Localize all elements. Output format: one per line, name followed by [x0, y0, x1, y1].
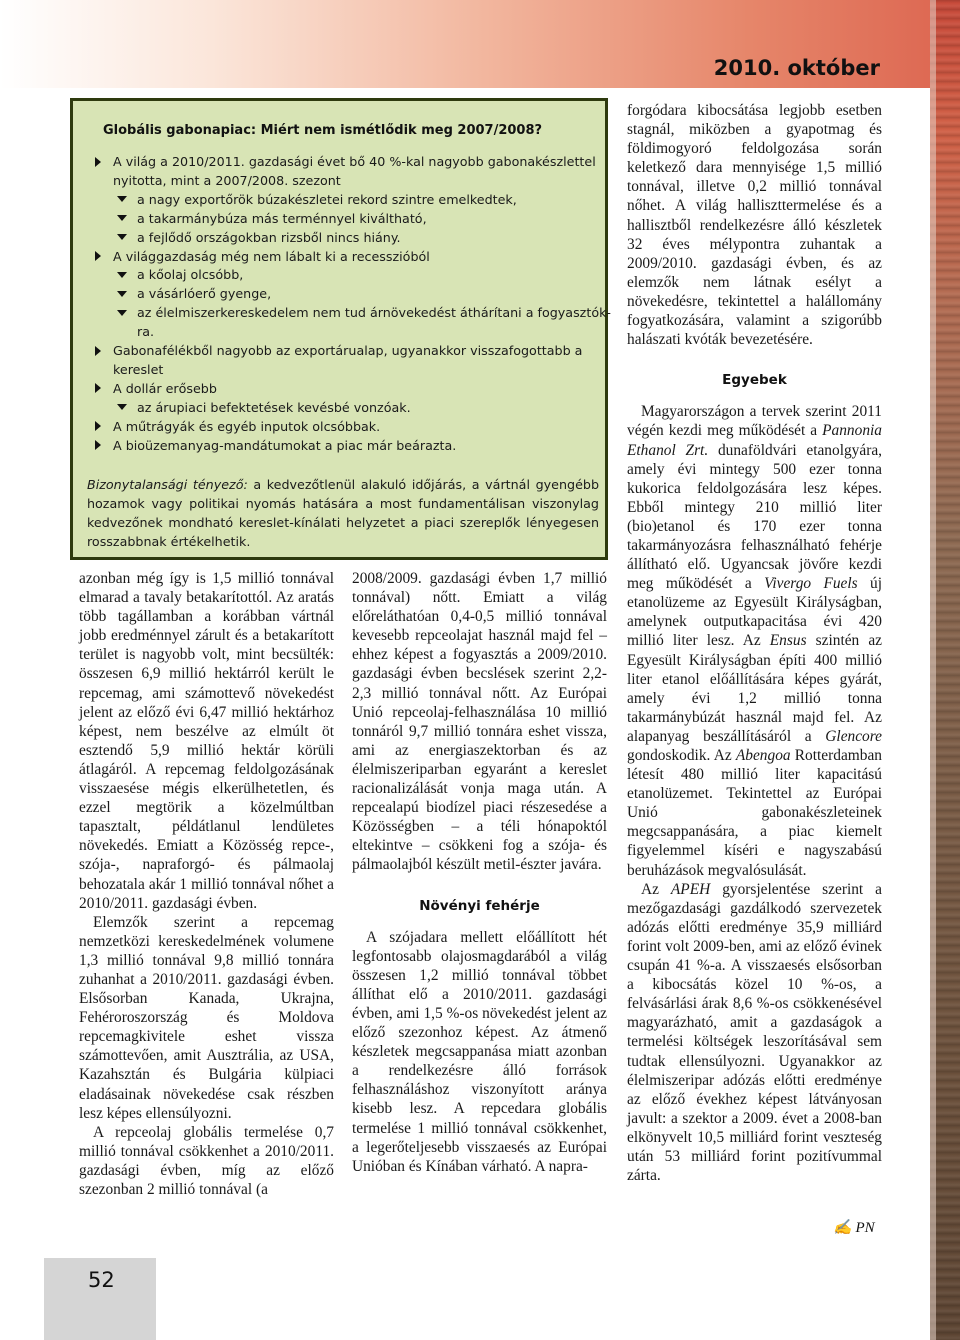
text-span: szintén az Egyesült Királyságban építi 400 millió liter etanol előállítására képes gyárát, amely évi 1,2 millió tonna takarmánybúzát használ majd fel. Az alapanyag beszállításáról a — [627, 632, 882, 745]
section-heading-noveny: Növényi fehérje — [419, 897, 540, 914]
text-span: gyorsjelentése szerint a mezőgazdasági gazdálkodó szervezetek adózás előtti eredménye 35,9 milliárd forint volt 2009-ben, ami az előző évinek csupán 41 %-a. A visszaesés elsősorban a kibocsátás közel 10 %-os, a felvásárlási árak 8,6 %-os csökkenésével magyarázható, amit a gazdaságok a termelési költségek leszorításával sem tudtak ellensúlyozni. Ugyanakkor az élelmiszeripar adózás előtti eredménye az előző évekhez képest látványosan javult: a szektor a 2009. évet a 2008-ban elkönyvelt 10,5 milliárd forint veszteség után 53 milliárd forint pozitívummal zárta. — [627, 880, 882, 1185]
box-bullet-text: az árupiaci befektetések kevésbé vonzóak. — [137, 399, 411, 415]
summary-box — [70, 98, 612, 560]
company-name: Ensus — [769, 632, 807, 650]
box-bullet-text: Gabonafélékből nagyobb az exportárualap, ugyanakkor visszafogottabb a — [113, 343, 583, 358]
triangle-right-icon — [95, 421, 101, 431]
box-bullet — [95, 153, 596, 171]
triangle-down-icon — [117, 404, 127, 410]
col3-paragraph: forgódara kibocsátása legjobb esetben stagnál, miközben a gyapotmag és földimogyoró feldolgozása során keletkező dara mennyisége 1,5 millió tonnával, illetve 0,2 millió tonnával nőhet. A világ halliszttermelése és a hallisztből rendelkezésre álló készletek 32 éves mélypontra zuhantak a 2009/2010. gazdasági évben, és az elemzők nem látnak esélyt a növekedésre, tekintettel a halállomány fogyatkozására, valamint a szigorúbb halászati kvóták bevezetésére. — [627, 102, 882, 349]
author-credit — [833, 1218, 875, 1237]
box-bullet-text: a nagy exportőrök búzakészletei rekord szintre emelkedtek, — [137, 191, 517, 207]
triangle-right-icon — [95, 383, 101, 393]
box-subbullet — [117, 285, 271, 303]
col1-paragraph: Elemzők szerint a repcemag nemzetközi kereskedelmének volumene 1,3 millió tonnával 9,8 millió tonnára zuhanhat a 2010/2011. gazdasági évben. Elsősorban Kanada, Ukrajna, Fehéroroszország és Moldova repcemagkivitele eshet vissza számottevően, amit Ausztrália, az USA, Kazahsztán és Bulgária külpiaci eladásainak növekedése csak részben lesz képes ellensúlyozni. — [79, 913, 334, 1122]
field-photo-strip — [930, 0, 960, 1340]
box-bullet-text: A dollár erősebb — [113, 380, 217, 396]
col2-paragraph: 2008/2009. gazdasági évben 1,7 millió tonnával) nőtt. Emiatt a világ előreláthatóan 0,4-0,5 millió tonnával kevesebb repceolajat használ majd fel – ehhez képest a fogyasztás a 2009/2010. gazdasági évben becslések szerint 2,2-2,3 millió tonnával nőtt. Az Európai Unió repceolaj-felhasználása 10 millió tonnáról 9,7 millió tonnára eshet vissza, ami az energiaszektorban és az élelmiszeriparban egyaránt a kereslet racionalizálását vonja maga után. A repcealapú biodízel piaci részesedése a Közösségben – a téli hónapoktól eltekintve – csökkeni fog a szója- és pálmaolajból készült metil-észter javára. — [352, 570, 607, 874]
triangle-down-icon — [117, 291, 127, 297]
triangle-down-icon — [117, 196, 127, 202]
col2-paragraph: A szójadara mellett előállított hét legfontosabb olajosmagdarából a világ összesen 1,2 millió tonnával többet állíthat elő a 2010/2011. gazdasági évben, ami 1,5 %-os növekedést jelent az előző szezonhoz képest. Az átmenő készletek megcsappanása miatt azonban a rendelkezésre álló források felhasználáshoz viszonyított aránya kisebb lesz. A repcedara globális termelése 1 millió tonnával csökkenhet, a legerőteljesebb visszaesés az Európai Unióban és Kínában várható. A napra- — [352, 928, 607, 1175]
box-bullet-text: a kőolaj olcsóbb, — [137, 267, 244, 283]
box-bullet-text: a vásárlóerő gyenge, — [137, 286, 272, 302]
box-paragraph — [87, 475, 599, 551]
triangle-right-icon — [95, 440, 101, 450]
box-para-label: Bizonytalansági tényező: — [87, 477, 248, 492]
box-title: Globális gabonapiac: Miért nem ismétlődik meg 2007/2008? — [103, 123, 543, 138]
pen-icon: ✍ — [833, 1220, 852, 1236]
box-bullet — [95, 380, 217, 398]
box-bullet-text: nyitotta, mint a 2007/2008. szezont — [113, 172, 341, 188]
col3-paragraph — [627, 880, 882, 1186]
triangle-down-icon — [117, 310, 127, 316]
box-bullet — [95, 342, 582, 360]
column-2 — [352, 569, 607, 1176]
text-span: Az — [641, 880, 671, 898]
organisation-name: APEH — [670, 880, 711, 898]
column-3 — [627, 101, 882, 1185]
company-name: Abengoa — [735, 747, 791, 764]
edition-date: 2010. október — [713, 56, 880, 80]
triangle-right-icon — [95, 346, 101, 356]
box-subbullet — [117, 266, 243, 284]
box-subbullet — [117, 399, 411, 417]
section-heading-egyebek: Egyebek — [722, 372, 787, 389]
box-bullet — [113, 172, 341, 190]
box-bullet — [95, 248, 430, 266]
box-bullet-text: A világ a 2010/2011. gazdasági évet bő 40 %-kal nagyobb gabonakészlettel — [113, 154, 596, 169]
text-span: gondoskodik. Az — [627, 747, 736, 764]
col1-paragraph: azonban még így is 1,5 millió tonnával elmarad a tavaly betakarítottól. Az aratás több tagállamban a korábban vártnál jobb eredménnyel zárult és a betakarított terület is nagyobb volt, mint becsülték: összesen 6,9 millió hektárról került le repcemag, ami számottevő növekedést jelent az előző évi 6,47 millió hektárhoz képest, nem beszélve az elmúlt öt esztendő 5,9 millió hektár körüli átlagáról. A repcemag feldolgozásának visszaesése mégis elkerülhetetlen, és ezzel megtörik a közelmúltban tapasztalt, példátlanul lendületes növekedés. Emiatt a Közösség repce-, szója-, napraforgó- és pálmaolaj behozatala akár 1 millió tonnával nőhet a 2010/2011. gazdasági évben. — [79, 570, 334, 912]
col1-paragraph: A repceolaj globális termelése 0,7 millió tonnával csökkenhet a 2010/2011. gazdasági évben, míg az előző szezonban 2 millió tonnával (a — [79, 1123, 334, 1198]
page-number: 52 — [88, 1268, 115, 1292]
box-subbullet — [117, 229, 401, 247]
box-subbullet — [117, 191, 517, 209]
box-para-text: a kedvezőtlenül alakuló időjárás, a vártnál gyengébb hozamok vagy politikai nyomás hatására a most fundamentálisan viszonylag kedvezőnek mondható kereslet-kínálati helyzetet a piaci szereplők lényegesen rosszabbnak értékelhetik. — [87, 477, 599, 549]
box-bullet-text: az élelmiszerkereskedelem nem tud árnövekedést áthárítani a fogyasztók- — [137, 305, 612, 321]
box-bullet — [95, 418, 380, 436]
box-subbullet — [117, 304, 611, 322]
triangle-down-icon — [117, 215, 127, 221]
text-span: Rotterdamban létesít 480 millió liter kapacitású etanolüzemet. Tekintettel az Európai Unió gabonakészleteinek megcsappanására, a piac kiemelt figyelemmel kíséri e nagyszabású beruházások megvalósulását. — [627, 747, 882, 879]
box-bullet-text: A bioüzemanyag-mandátumokat a piac már beárazta. — [113, 437, 457, 453]
box-bullet-text: a takarmánybúza más terménnyel kiváltható, — [137, 210, 427, 226]
triangle-right-icon — [95, 157, 101, 167]
triangle-down-icon — [117, 234, 127, 240]
author-initials: PN — [855, 1220, 875, 1236]
box-bullet-text: A világgazdaság még nem lábalt ki a recesszióból — [113, 248, 430, 264]
col3-paragraph — [627, 402, 882, 879]
text-span: Magyarországon a tervek szerint 2011 végén kezdi meg működését a — [627, 403, 882, 440]
box-subbullet — [117, 210, 427, 228]
company-name: Pannonia Ethanol Zrt. — [627, 422, 882, 459]
box-bullet-text: A műtrágyák és egyéb inputok olcsóbbak. — [113, 418, 381, 434]
box-bullet-text: ra. — [137, 324, 155, 340]
box-bullet-text: kereslet — [113, 361, 164, 377]
text-span: új etanolüzeme az Egyesült Királyságban, amelynek outputkapacitása évi 420 millió liter lesz. Az — [627, 575, 882, 650]
box-bullet — [113, 361, 163, 379]
box-bullet — [95, 437, 456, 455]
company-name: Glencore — [825, 727, 882, 745]
company-name: Vivergo Fuels — [764, 575, 858, 593]
column-1 — [79, 569, 334, 1199]
box-bullet-text: a fejlődő országokban rizsből nincs hiány. — [137, 229, 401, 245]
box-subbullet — [137, 323, 154, 341]
triangle-right-icon — [95, 251, 101, 261]
triangle-down-icon — [117, 272, 127, 278]
text-span: dunaföldvári etanolgyára, amely évi mintegy 500 ezer tonna kukorica feldolgozására lesz képes. Ebből mintegy 210 millió liter (bio)etanol és 170 ezer tonna takarmányozásra felhasználható fehérje állítható elő. Ugyancsak jövőre kezdi meg működését a — [627, 441, 882, 593]
